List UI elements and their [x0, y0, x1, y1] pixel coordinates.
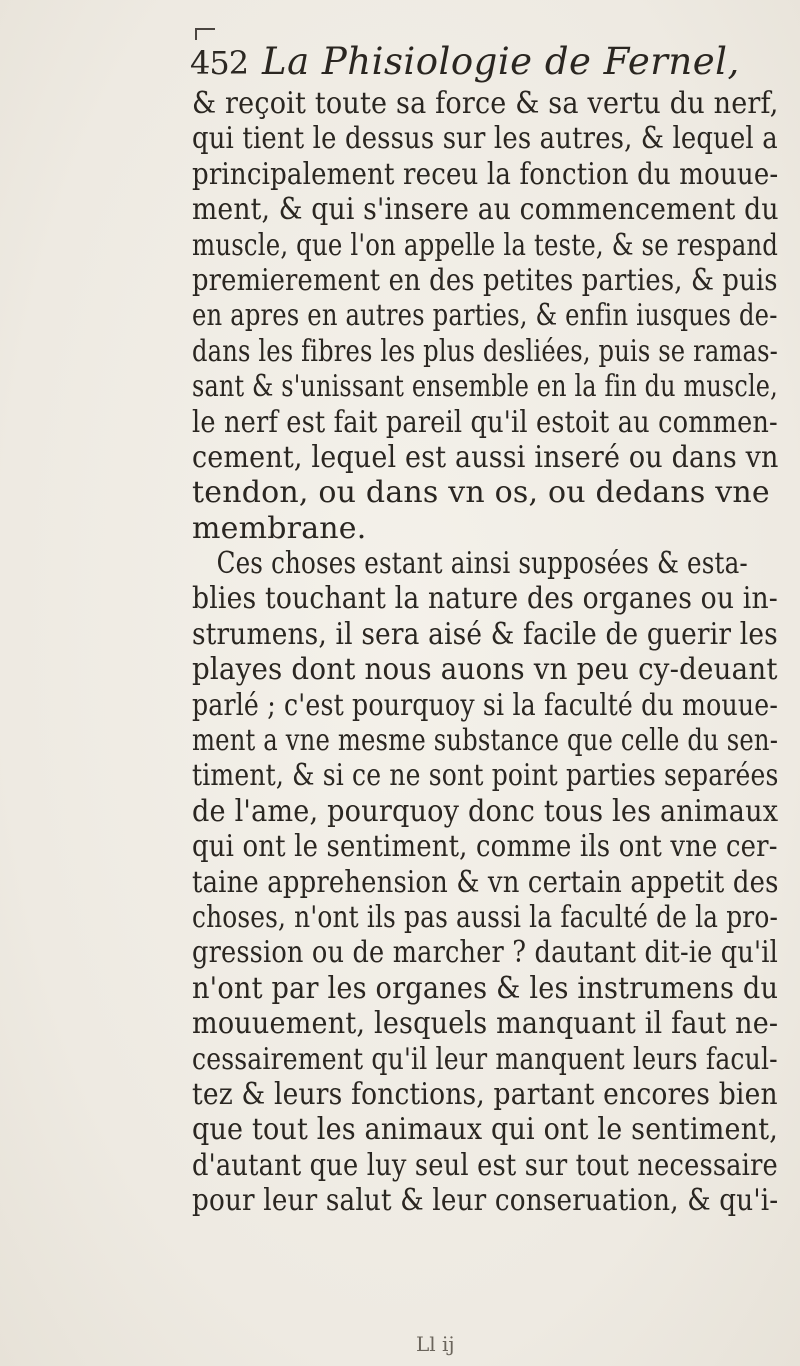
text-line: mouuement, lesquels manquant il faut ne-	[192, 1006, 779, 1042]
text-line: ment, & qui s'insere au commencement du	[192, 192, 779, 228]
text-line: tez & leurs fonctions, partant encores bien	[192, 1076, 778, 1112]
page-header	[190, 40, 750, 92]
text-line: playes dont nous auons vn peu cy-deuant	[192, 652, 778, 688]
text-line: timent, & si ce ne sont point parties separées	[192, 758, 779, 794]
text-line: d'autant que luy seul est sur tout necessaire	[192, 1147, 778, 1183]
text-line: muscle, que l'on appelle la teste, & se respand	[192, 227, 779, 263]
text-line: premierement en des petites parties, & puis	[192, 262, 778, 298]
text-line: strumens, il sera aisé & facile de guerir les	[192, 616, 778, 652]
signature-mark: Ll ij	[416, 1332, 455, 1356]
page-number: 452	[190, 44, 249, 82]
text-line: en apres en autres parties, & enfin iusques de-	[192, 298, 778, 334]
text-line: que tout les animaux qui ont le sentiment,	[192, 1112, 779, 1148]
text-line: blies touchant la nature des organes ou in-	[192, 581, 778, 617]
text-line: cement, lequel est aussi inseré ou dans vn	[192, 439, 779, 475]
body-text	[192, 86, 800, 1219]
text-line: de l'ame, pourquoy donc tous les animaux	[192, 793, 779, 829]
text-line: gression ou de marcher ? dautant dit-ie qu'il	[192, 935, 778, 971]
text-line: dans les fibres les plus desliées, puis se ramas-	[192, 333, 778, 369]
text-line: & reçoit toute sa force & sa vertu du nerf,	[192, 86, 779, 121]
text-line: Ces choses estant ainsi supposées & esta-	[216, 546, 748, 582]
text-line: principalement receu la fonction du mouue-	[192, 156, 779, 192]
text-line: n'ont par les organes & les instrumens du	[192, 970, 779, 1006]
text-line: taine apprehension & vn certain appetit des	[192, 864, 779, 900]
text-line: qui ont le sentiment, comme ils ont vne cer-	[192, 829, 778, 865]
text-line: choses, n'ont ils pas aussi la faculté de la pro-	[192, 899, 779, 935]
text-line: pour leur salut & leur conseruation, & qu'i-	[192, 1183, 779, 1219]
text-line: parlé ; c'est pourquoy si la faculté du mouue-	[192, 687, 779, 723]
text-line: membrane.	[192, 510, 367, 546]
text-line: sant & s'unissant ensemble en la fin du muscle,	[192, 369, 778, 405]
text-line: tendon, ou dans vn os, ou dedans vne	[192, 475, 770, 511]
text-line: cessairement qu'il leur manquent leurs facul-	[192, 1041, 778, 1077]
text-line: qui tient le dessus sur les autres, & lequel a	[192, 121, 778, 157]
text-line: ment a vne mesme substance que celle du sen-	[192, 723, 779, 759]
corner-mark	[195, 28, 215, 40]
running-title: La Phisiologie de Fernel,	[262, 40, 740, 83]
text-line: le nerf est fait pareil qu'il estoit au commen-	[192, 404, 778, 440]
